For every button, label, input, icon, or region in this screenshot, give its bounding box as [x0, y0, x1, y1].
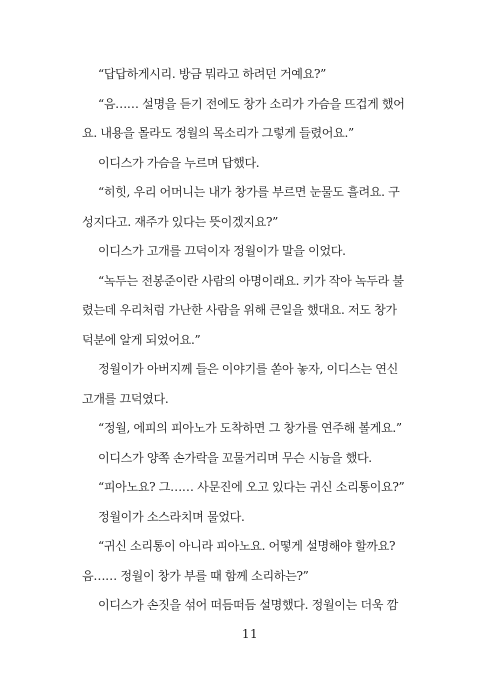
- text-line: 정월이가 아버지께 들은 이야기를 쏟아 놓자, 이디스는 연신: [98, 362, 398, 376]
- paragraph: [82, 237, 427, 267]
- text-line: “피아노요? 그…… 사문진에 오고 있다는 귀신 소리통이요?”: [98, 480, 405, 494]
- text-line: “답답하게시리. 방금 뭐라고 하려던 거예요?”: [98, 67, 326, 81]
- paragraph: [82, 591, 427, 621]
- text-line: 이디스가 가슴을 누르며 답했다.: [98, 155, 260, 170]
- text-line: 성지다고. 재주가 있다는 뜻이겠지요?”: [82, 214, 278, 229]
- paragraph: [82, 532, 427, 591]
- body-text: [82, 60, 427, 621]
- text-line: 고개를 끄덕였다.: [82, 391, 169, 406]
- paragraph: [82, 60, 427, 90]
- text-line: “녹두는 전봉준이란 사람의 아명이래요. 키가 작아 녹두라 불: [98, 273, 404, 288]
- paragraph: [82, 503, 427, 533]
- text-line: 음…… 정월이 창가 부를 때 함께 소리하는?”: [82, 568, 309, 583]
- text-line: 이디스가 손짓을 섞어 떠듬떠듬 설명했다. 정월이는 더욱 깜: [98, 598, 398, 612]
- paragraph: [82, 355, 427, 414]
- text-line: “귀신 소리통이 아니라 피아노요. 어떻게 설명해야 할까요?: [98, 539, 396, 553]
- paragraph: [82, 473, 427, 503]
- paragraph: [82, 414, 427, 444]
- text-line: 이디스가 고개를 끄덕이자 정월이가 말을 이었다.: [98, 244, 346, 258]
- paragraph: [82, 267, 427, 356]
- paragraph: [82, 90, 427, 149]
- text-line: 정월이가 소스라치며 물었다.: [98, 509, 245, 524]
- text-line: “정월, 에피의 피아노가 도착하면 그 창가를 연주해 볼게요.”: [98, 421, 402, 435]
- text-line: 렸는데 우리처럼 가난한 사람을 위해 큰일을 했대요. 저도 창가: [82, 303, 397, 317]
- paragraph: [82, 149, 427, 179]
- paragraph: [82, 178, 427, 237]
- text-line: “히힛, 우리 어머니는 내가 창가를 부르면 눈물도 흘려요. 구: [98, 185, 400, 199]
- text-line: “음…… 설명을 듣기 전에도 창가 소리가 가슴을 뜨겁게 했어: [98, 96, 405, 111]
- text-line: 이디스가 양쪽 손가락을 꼬물거리며 무슨 시늉을 했다.: [98, 450, 372, 465]
- text-line: 요. 내용을 몰라도 정월의 목소리가 그렇게 들렸어요.”: [82, 126, 354, 140]
- text-line: 덕분에 알게 되었어요.”: [82, 332, 201, 347]
- paragraph: [82, 444, 427, 474]
- page-number: 11: [241, 627, 259, 641]
